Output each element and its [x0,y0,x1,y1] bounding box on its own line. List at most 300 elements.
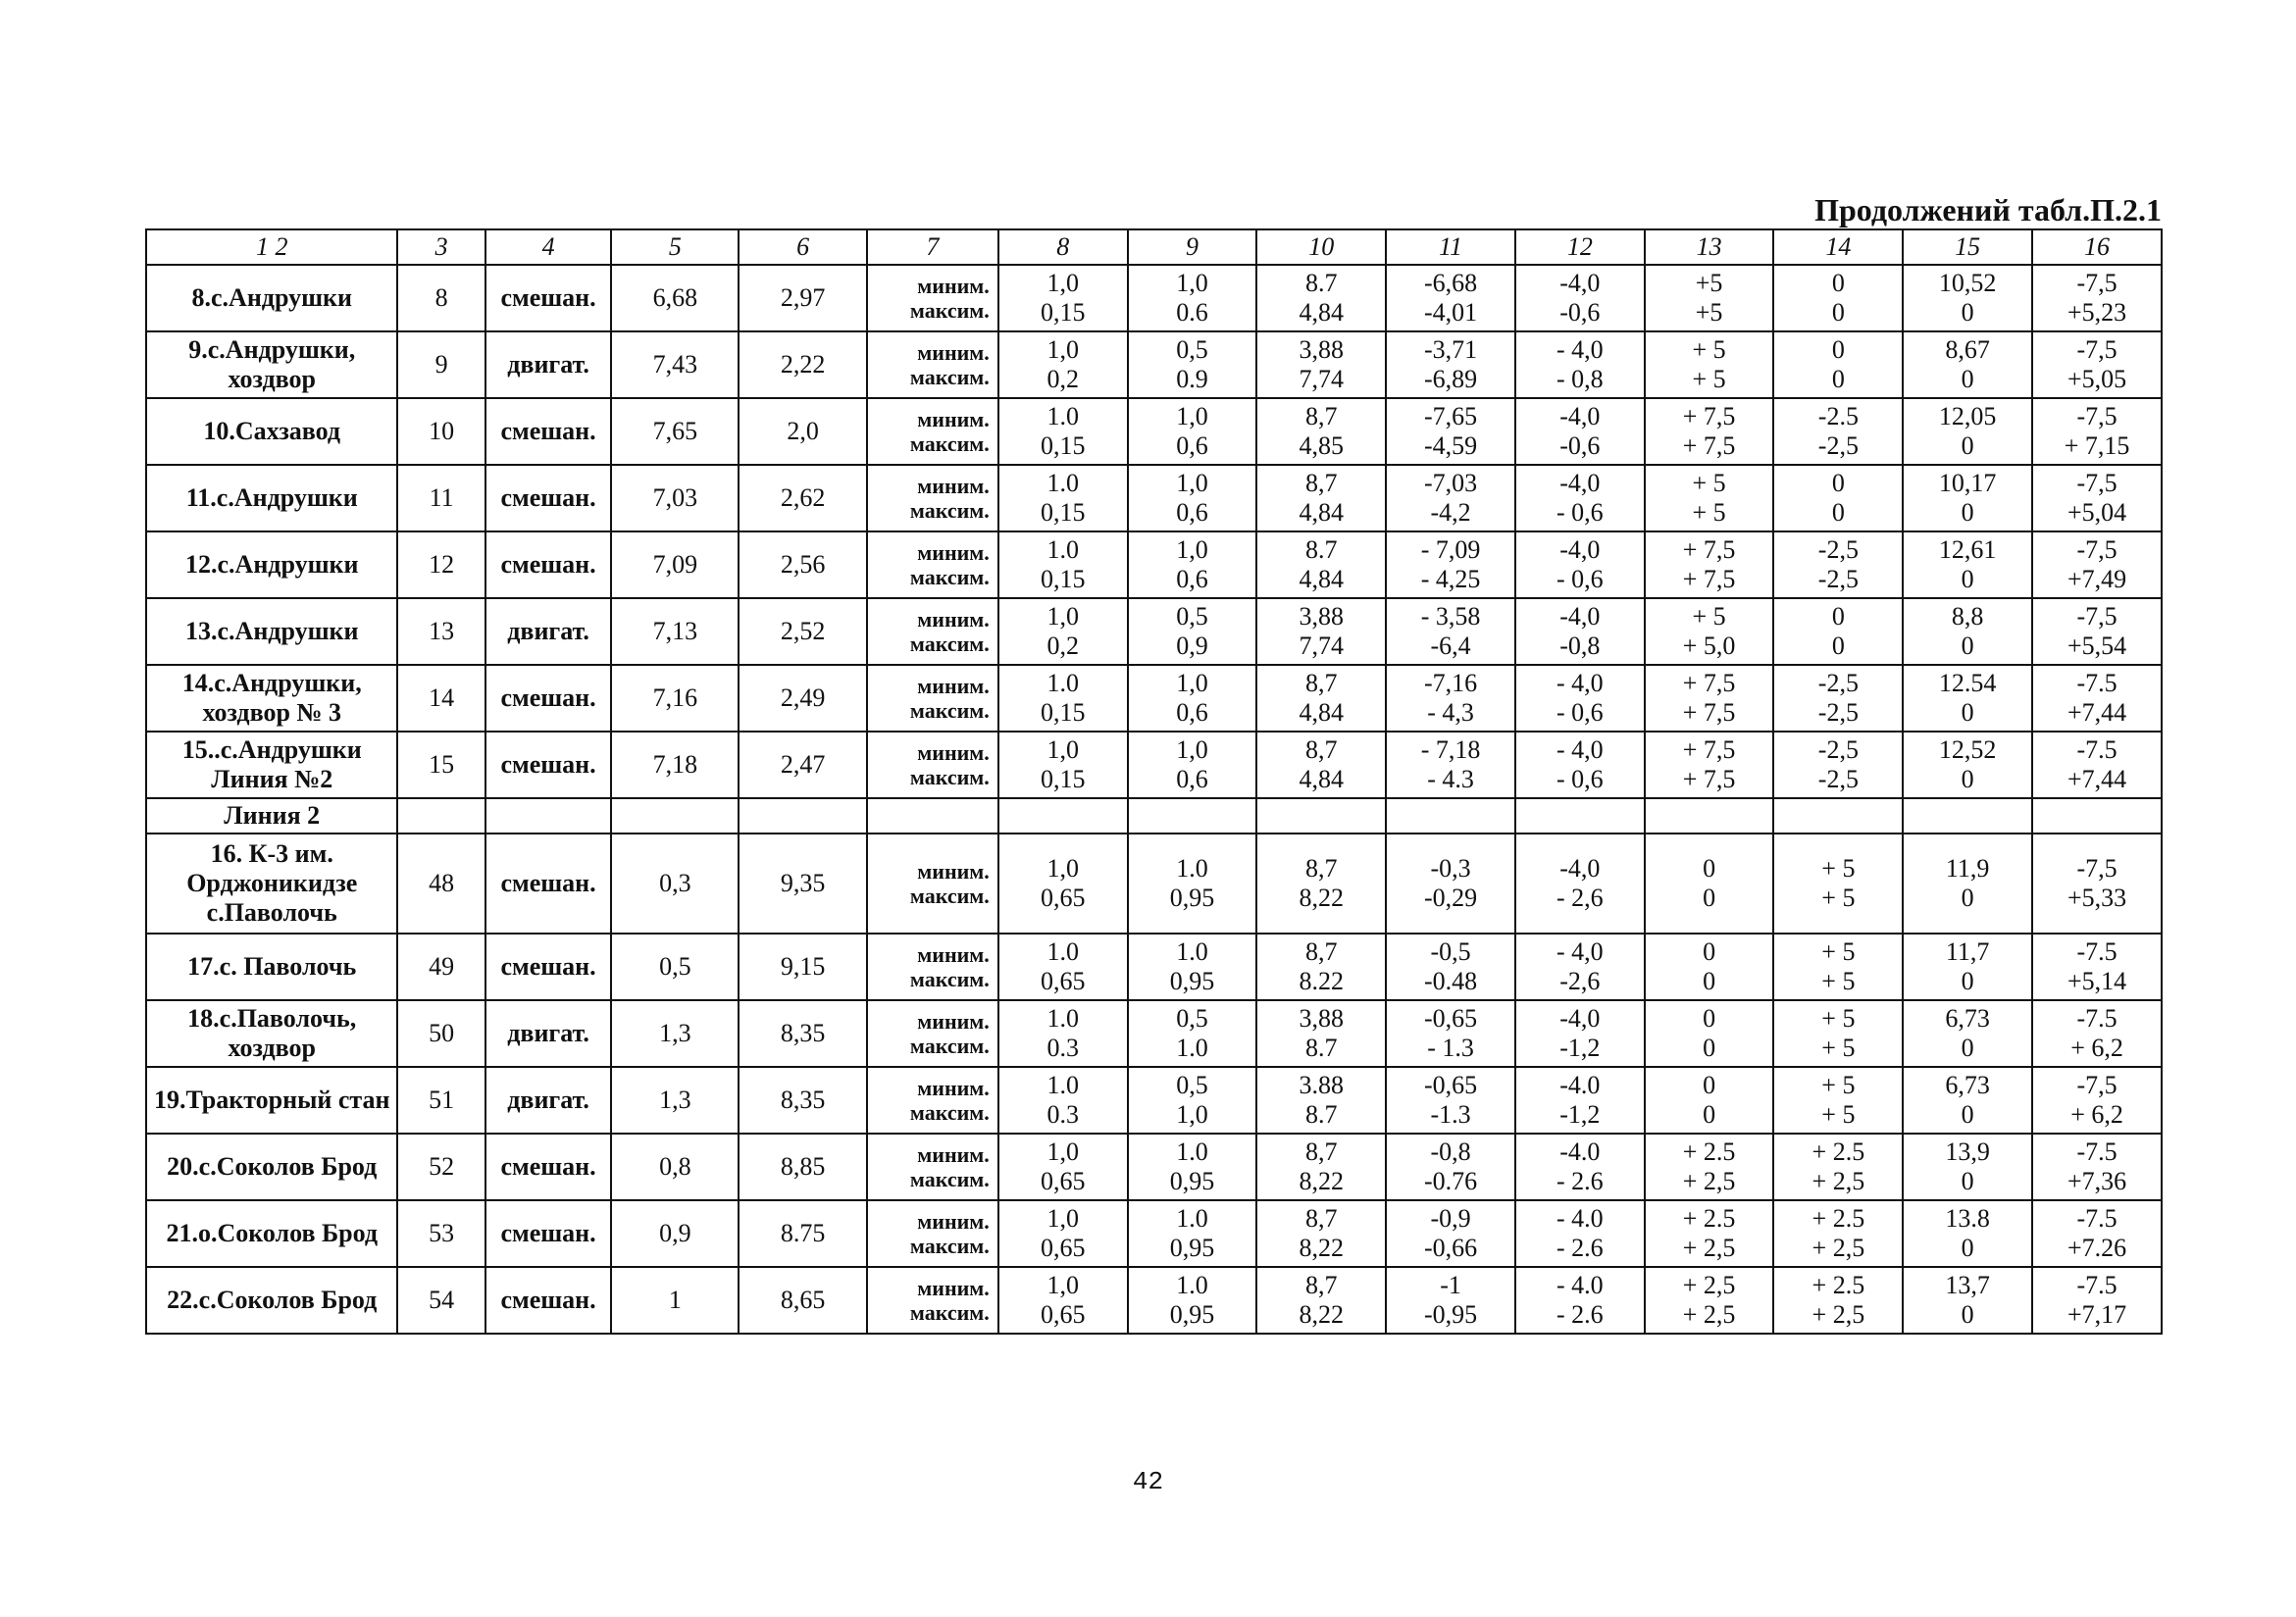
empty-cell [485,798,612,834]
max-value: + 2,5 [1682,1234,1736,1262]
max-value: максим. [909,298,990,323]
col-11-cell [1386,1134,1515,1200]
col-10-cell [1256,1267,1386,1334]
col-10-cell [1256,665,1386,732]
header-cell: 12 [1515,229,1645,265]
min-value: 1,0 [1046,735,1079,765]
min-value: 11,9 [1945,854,1990,884]
min-value: - 7,09 [1420,535,1481,565]
col-15-cell [1903,465,2032,531]
min-value: 8,67 [1945,335,1990,365]
max-value: 0.9 [1176,365,1208,393]
col-13-cell [1645,834,1774,934]
object-name-cell: 15..с.Андрушки Линия №2 [146,732,397,798]
max-value: 4,84 [1299,765,1344,793]
max-value: -4,2 [1430,498,1471,527]
min-value: 1,0 [1176,735,1208,765]
max-value: -2,5 [1817,698,1859,727]
col-6-cell: 2,97 [739,265,867,331]
mode-cell [867,265,998,331]
col-14-cell [1773,1134,1903,1200]
col-8-cell [998,1067,1128,1134]
table-row [146,732,2162,798]
min-value: -7.5 [2076,1004,2117,1034]
min-value: -0,9 [1430,1204,1471,1234]
max-value: + 2,5 [1811,1167,1865,1195]
col-14-cell [1773,1200,1903,1267]
min-value: 1,0 [1046,854,1079,884]
max-value: 0 [1961,632,1974,660]
max-value: - 2.6 [1556,1167,1604,1195]
col-6-cell: 2,56 [739,531,867,598]
min-value: миним. [917,473,990,498]
object-name-cell: 19.Тракторный стан [146,1067,397,1134]
min-value: 1.0 [1046,669,1079,698]
col-13-cell [1645,1134,1774,1200]
load-type-cell: двигат. [485,331,612,398]
max-value: + 5 [1821,1100,1856,1129]
col-15-cell [1903,531,2032,598]
col-9-cell [1128,265,1257,331]
max-value: 0,6 [1176,498,1208,527]
table-body [146,229,2162,1334]
max-value: 4,84 [1299,565,1344,593]
col-13-cell [1645,331,1774,398]
max-value: + 5 [1692,498,1726,527]
col-3-cell: 52 [397,1134,485,1200]
min-value: - 7,18 [1420,735,1481,765]
table-row [146,331,2162,398]
col-5-cell: 7,09 [611,531,739,598]
min-value: -2,5 [1817,535,1859,565]
mode-cell [867,398,998,465]
min-value: 3,88 [1299,335,1344,365]
col-13-cell [1645,598,1774,665]
min-value: миним. [917,339,990,365]
section-row [146,798,2162,834]
max-value: 0,65 [1040,1300,1086,1329]
col-15-cell [1903,1067,2032,1134]
load-type-cell: смешан. [485,732,612,798]
col-11-cell [1386,934,1515,1000]
header-cell: 11 [1386,229,1515,265]
min-value: -4.0 [1559,1071,1601,1100]
max-value: -1.3 [1430,1100,1471,1129]
col-14-cell [1773,732,1903,798]
col-6-cell: 8,65 [739,1267,867,1334]
max-value: + 7,15 [2064,431,2130,460]
max-value: 1.0 [1176,1034,1208,1062]
col-12-cell [1515,934,1645,1000]
col-13-cell [1645,934,1774,1000]
col-9-cell [1128,398,1257,465]
col-16-cell [2032,398,2162,465]
max-value: -0,29 [1423,884,1478,912]
max-value: + 5 [1821,967,1856,995]
col-10-cell [1256,265,1386,331]
col-11-cell [1386,1267,1515,1334]
max-value: максим. [909,1034,990,1058]
load-type-cell: двигат. [485,1067,612,1134]
min-value: 8,7 [1305,1271,1338,1300]
min-value: 1.0 [1046,1071,1079,1100]
mode-cell [867,732,998,798]
empty-cell [1645,798,1774,834]
min-value: 1,0 [1046,602,1079,632]
min-value: 1.0 [1176,937,1208,967]
col-11-cell [1386,398,1515,465]
min-value: 8,7 [1305,669,1338,698]
min-value: - 4,0 [1556,735,1604,765]
max-value: +7,44 [2066,765,2127,793]
min-value: + 5 [1821,1071,1856,1100]
col-8-cell [998,1267,1128,1334]
table-row [146,1067,2162,1134]
max-value: 0 [1961,1034,1974,1062]
col-15-cell [1903,934,2032,1000]
max-value: -2,5 [1817,565,1859,593]
min-value: 0 [1831,335,1845,365]
load-type-cell: смешан. [485,398,612,465]
min-value: 11,7 [1945,937,1990,967]
col-3-cell: 9 [397,331,485,398]
min-value: -7,5 [2076,469,2117,498]
col-14-cell [1773,465,1903,531]
col-6-cell: 2,52 [739,598,867,665]
col-15-cell [1903,1000,2032,1067]
min-value: - 3,58 [1420,602,1481,632]
min-value: -4.0 [1559,1137,1601,1167]
min-value: + 2.5 [1811,1137,1865,1167]
col-11-cell [1386,665,1515,732]
col-12-cell [1515,665,1645,732]
col-14-cell [1773,598,1903,665]
col-10-cell [1256,834,1386,934]
col-6-cell: 8,35 [739,1067,867,1134]
load-type-cell: смешан. [485,465,612,531]
max-value: 0,95 [1169,1167,1215,1195]
col-5-cell: 6,68 [611,265,739,331]
col-5-cell: 7,43 [611,331,739,398]
max-value: + 6,2 [2070,1100,2123,1129]
max-value: максим. [909,498,990,523]
col-9-cell [1128,1067,1257,1134]
object-name-cell: 13.с.Андрушки [146,598,397,665]
max-value: +7,44 [2066,698,2127,727]
min-value: миним. [917,673,990,698]
min-value: 10,17 [1938,469,1997,498]
col-10-cell [1256,1000,1386,1067]
col-6-cell: 8,35 [739,1000,867,1067]
min-value: +5 [1695,269,1723,298]
max-value: 8.22 [1299,967,1344,995]
col-10-cell [1256,398,1386,465]
max-value: 0,9 [1176,632,1208,660]
col-11-cell [1386,732,1515,798]
col-8-cell [998,934,1128,1000]
col-11-cell [1386,1200,1515,1267]
min-value: -7,16 [1423,669,1478,698]
max-value: -2,5 [1817,765,1859,793]
max-value: 0 [1961,365,1974,393]
min-value: 8,7 [1305,854,1338,884]
object-name-cell: 9.с.Андрушки, хоздвор [146,331,397,398]
object-name-cell: 8.с.Андрушки [146,265,397,331]
object-name-cell: 21.о.Соколов Брод [146,1200,397,1267]
max-value: -0.76 [1423,1167,1478,1195]
max-value: + 5,0 [1682,632,1736,660]
min-value: миним. [917,1141,990,1167]
min-value: - 4,0 [1556,335,1604,365]
min-value: -7,5 [2076,1071,2117,1100]
header-cell: 4 [485,229,612,265]
min-value: -7.5 [2076,735,2117,765]
header-cell: 16 [2032,229,2162,265]
max-value: 0,15 [1040,498,1086,527]
max-value: -0,8 [1559,632,1601,660]
min-value: -2,5 [1817,735,1859,765]
min-value: -4,0 [1559,535,1601,565]
min-value: -7.5 [2076,937,2117,967]
min-value: 0,5 [1176,1004,1208,1034]
min-value: + 5 [1692,602,1726,632]
min-value: 1,0 [1046,1271,1079,1300]
col-10-cell [1256,934,1386,1000]
col-9-cell [1128,465,1257,531]
min-value: -7,65 [1423,402,1478,431]
col-16-cell [2032,598,2162,665]
header-cell: 6 [739,229,867,265]
max-value: 0,65 [1040,1234,1086,1262]
col-10-cell [1256,1200,1386,1267]
max-value: - 2.6 [1556,1234,1604,1262]
min-value: -4,0 [1559,269,1601,298]
max-value: максим. [909,1167,990,1191]
col-9-cell [1128,531,1257,598]
max-value: 0 [1961,884,1974,912]
max-value: 4,84 [1299,298,1344,327]
col-10-cell [1256,598,1386,665]
max-value: максим. [909,884,990,908]
max-value: 0 [1961,565,1974,593]
max-value: 0,15 [1040,431,1086,460]
max-value: -1,2 [1559,1100,1601,1129]
col-9-cell [1128,834,1257,934]
min-value: 10,52 [1938,269,1997,298]
min-value: 8,7 [1305,402,1338,431]
max-value: максим. [909,1300,990,1325]
page-number: 42 [1132,1467,1164,1496]
col-8-cell [998,465,1128,531]
min-value: миним. [917,1075,990,1100]
min-value: 1.0 [1176,854,1208,884]
col-11-cell [1386,834,1515,934]
max-value: -0,95 [1423,1300,1478,1329]
min-value: миним. [917,858,990,884]
col-5-cell: 7,16 [611,665,739,732]
max-value: 0,2 [1046,632,1079,660]
min-value: -0,65 [1423,1004,1478,1034]
load-type-cell: смешан. [485,1134,612,1200]
col-15-cell [1903,665,2032,732]
min-value: + 2,5 [1682,1271,1736,1300]
col-8-cell [998,665,1128,732]
min-value: 8,7 [1305,1137,1338,1167]
col-6-cell: 8.75 [739,1200,867,1267]
max-value: - 0,6 [1556,498,1604,527]
empty-cell [867,798,998,834]
max-value: 0 [1961,498,1974,527]
max-value: 1,0 [1176,1100,1208,1129]
min-value: 1,0 [1046,269,1079,298]
min-value: -7.5 [2076,1204,2117,1234]
min-value: -7,5 [2076,402,2117,431]
col-14-cell [1773,331,1903,398]
max-value: 8,22 [1299,1234,1344,1262]
max-value: + 2,5 [1811,1300,1865,1329]
max-value: 0,95 [1169,967,1215,995]
min-value: -4,0 [1559,469,1601,498]
max-value: максим. [909,1100,990,1125]
max-value: + 5 [1692,365,1726,393]
max-value: 0,95 [1169,1234,1215,1262]
col-8-cell [998,1000,1128,1067]
col-3-cell: 8 [397,265,485,331]
col-15-cell [1903,398,2032,465]
col-5-cell: 0,9 [611,1200,739,1267]
min-value: 0,5 [1176,1071,1208,1100]
min-value: 6,73 [1945,1004,1990,1034]
col-9-cell [1128,1267,1257,1334]
col-5-cell: 0,5 [611,934,739,1000]
min-value: 0 [1703,1071,1716,1100]
min-value: -3,71 [1423,335,1478,365]
min-value: миним. [917,1208,990,1234]
max-value: - 0,8 [1556,365,1604,393]
min-value: 1.0 [1176,1204,1208,1234]
col-13-cell [1645,465,1774,531]
max-value: -2,6 [1559,967,1601,995]
min-value: 1,0 [1046,1204,1079,1234]
min-value: 1,0 [1176,669,1208,698]
col-3-cell: 11 [397,465,485,531]
empty-cell [739,798,867,834]
min-value: 8,7 [1305,469,1338,498]
header-cell: 8 [998,229,1128,265]
col-6-cell: 9,15 [739,934,867,1000]
object-name-cell: 10.Сахзавод [146,398,397,465]
col-15-cell [1903,1200,2032,1267]
max-value: 0,6 [1176,431,1208,460]
min-value: 12,52 [1938,735,1997,765]
min-value: 0 [1831,469,1845,498]
table-row [146,398,2162,465]
col-13-cell [1645,665,1774,732]
col-10-cell [1256,331,1386,398]
max-value: + 2,5 [1811,1234,1865,1262]
max-value: 0,15 [1040,565,1086,593]
col-16-cell [2032,1200,2162,1267]
col-15-cell [1903,732,2032,798]
max-value: 0,15 [1040,698,1086,727]
object-name-cell: 17.с. Паволочь [146,934,397,1000]
col-16-cell [2032,531,2162,598]
table-row [146,665,2162,732]
object-name-cell: 20.с.Соколов Брод [146,1134,397,1200]
col-6-cell: 2,47 [739,732,867,798]
min-value: 1,0 [1046,335,1079,365]
max-value: + 6,2 [2070,1034,2123,1062]
col-13-cell [1645,1067,1774,1134]
min-value: -7,5 [2076,269,2117,298]
col-16-cell [2032,1067,2162,1134]
header-cell: 15 [1903,229,2032,265]
max-value: максим. [909,365,990,389]
min-value: 1.0 [1046,469,1079,498]
object-name-cell: 22.с.Соколов Брод [146,1267,397,1334]
col-10-cell [1256,1134,1386,1200]
col-12-cell [1515,331,1645,398]
max-value: - 0,6 [1556,565,1604,593]
col-15-cell [1903,1267,2032,1334]
mode-cell [867,465,998,531]
col-14-cell [1773,1067,1903,1134]
col-14-cell [1773,531,1903,598]
max-value: 0,65 [1040,967,1086,995]
mode-cell [867,834,998,934]
col-16-cell [2032,665,2162,732]
col-14-cell [1773,834,1903,934]
col-14-cell [1773,398,1903,465]
max-value: 0,65 [1040,884,1086,912]
col-14-cell [1773,265,1903,331]
max-value: 0 [1703,967,1716,995]
object-name-cell: 11.с.Андрушки [146,465,397,531]
max-value: -1,2 [1559,1034,1601,1062]
mode-cell [867,1267,998,1334]
max-value: 0 [1831,498,1845,527]
mode-cell [867,1067,998,1134]
mode-cell [867,1200,998,1267]
max-value: - 0,6 [1556,698,1604,727]
min-value: 1.0 [1046,1004,1079,1034]
col-9-cell [1128,934,1257,1000]
max-value: 0 [1961,698,1974,727]
max-value: +5,14 [2066,967,2127,995]
max-value: - 0,6 [1556,765,1604,793]
min-value: - 4,0 [1556,669,1604,698]
max-value: 8,22 [1299,884,1344,912]
col-12-cell [1515,1067,1645,1134]
col-5-cell: 1 [611,1267,739,1334]
object-name-cell: 12.с.Андрушки [146,531,397,598]
min-value: 1,0 [1176,469,1208,498]
load-type-cell: смешан. [485,1200,612,1267]
min-value: 0 [1831,602,1845,632]
min-value: 12,61 [1938,535,1997,565]
table-row [146,934,2162,1000]
max-value: + 7,5 [1682,565,1736,593]
header-row [146,229,2162,265]
max-value: -4,59 [1423,431,1478,460]
min-value: миним. [917,539,990,565]
load-type-cell: двигат. [485,598,612,665]
min-value: 1.0 [1046,535,1079,565]
max-value: -6,4 [1430,632,1471,660]
col-9-cell [1128,598,1257,665]
min-value: -7.5 [2076,669,2117,698]
table-row [146,465,2162,531]
